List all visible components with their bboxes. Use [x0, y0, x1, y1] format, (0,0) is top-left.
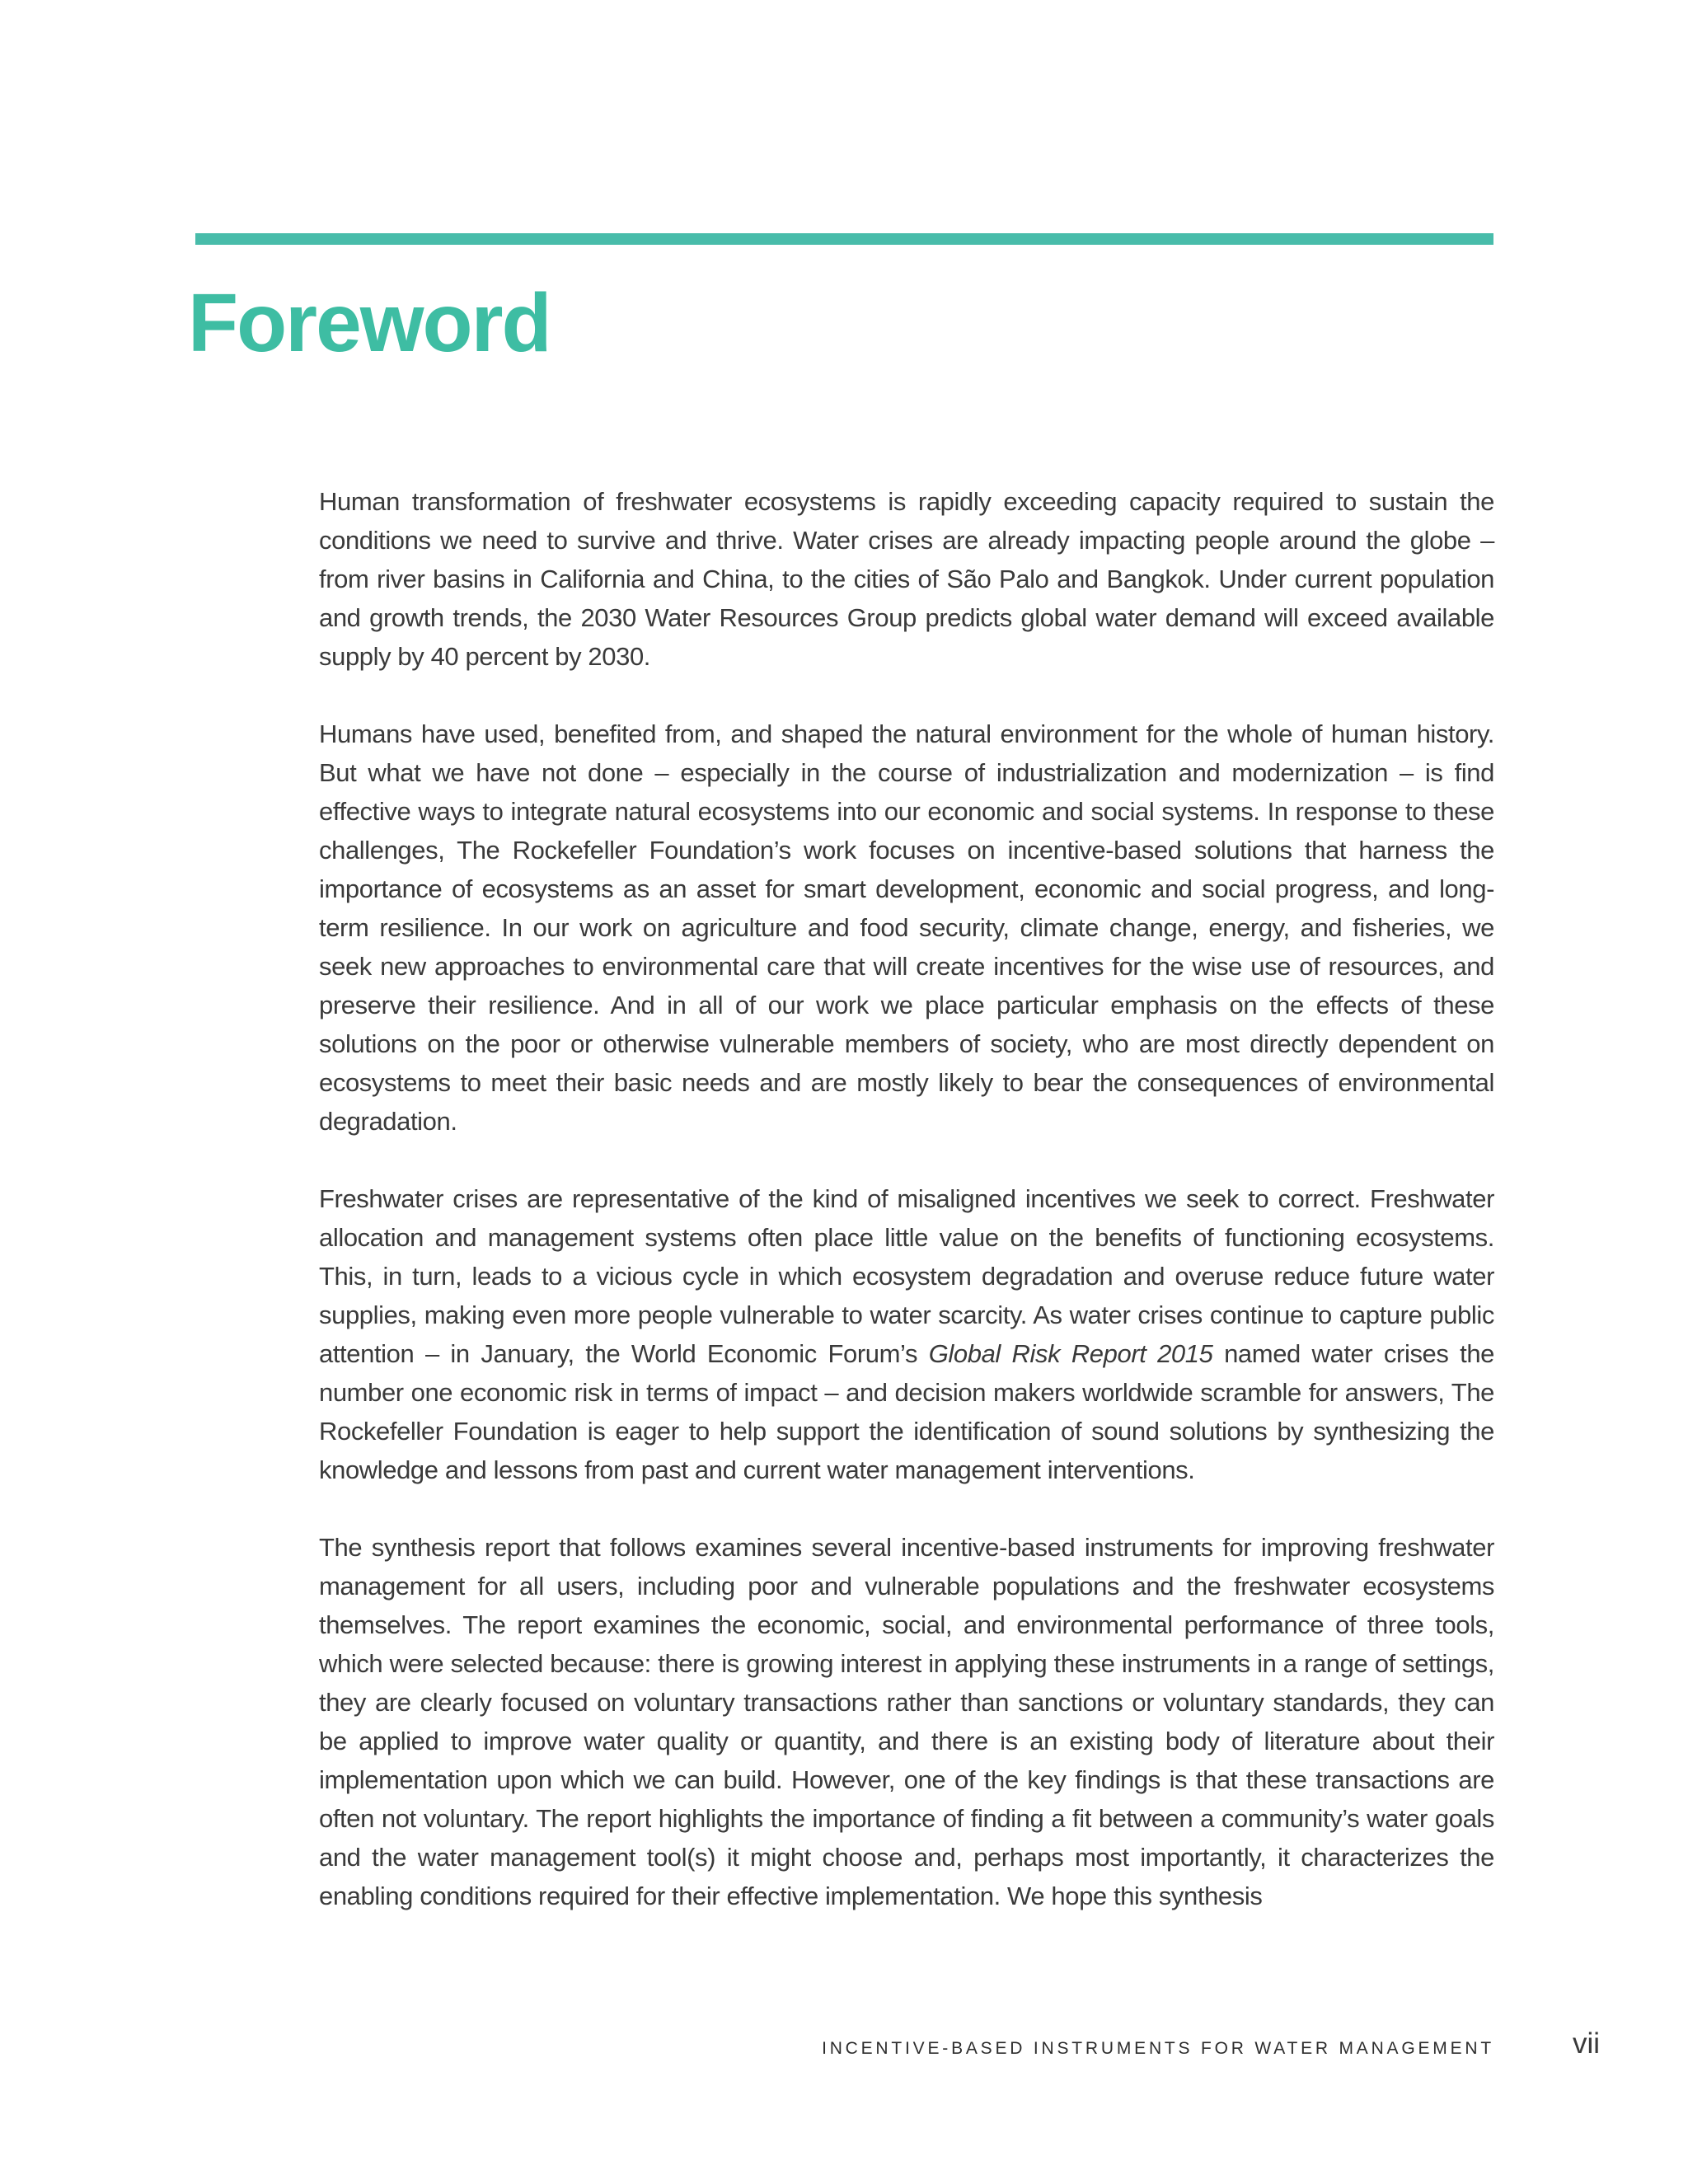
body-paragraph	[319, 1528, 1494, 1915]
text-run: Humans have used, benefited from, and shaped the natural environment for the whole of human history. But what we have not done – especially in the course of industrialization and modernization – is find effective ways to integrate natural ecosystems into our economic and social systems. In response to these challenges, The Rockefeller Foundation’s work focuses on incentive-based solutions that harness the importance of ecosystems as an asset for smart development, economic and social progress, and long-term resilience. In our work on agriculture and food security, climate change, energy, and fisheries, we seek new approaches to environmental care that will create incentives for the wise use of resources, and preserve their resilience. And in all of our work we place particular emphasis on the effects of these solutions on the poor or otherwise vulnerable members of society, who are most directly dependent on ecosystems to meet their basic needs and are mostly likely to bear the consequences of environmental degradation.	[319, 719, 1494, 1136]
text-run: Freshwater crises are representative of the kind of misaligned incentives we seek to correct. Freshwater allocation and management systems often place little value on the benefits of functioning ecosystems. This, in turn, leads to a vicious cycle in which ecosystem degradation and overuse reduce future water supplies, making even more people vulnerable to water scarcity. As water crises continue to capture public attention – in January, the World Economic Forum’s	[319, 1184, 1494, 1368]
italic-text-run: Global Risk Report 2015	[928, 1339, 1213, 1368]
body-paragraph	[319, 482, 1494, 676]
page-title: Foreword	[188, 277, 551, 369]
footer-report-title: INCENTIVE-BASED INSTRUMENTS FOR WATER MANAGEMENT	[822, 2039, 1494, 2058]
body-paragraph	[319, 1179, 1494, 1489]
accent-rule	[195, 233, 1493, 245]
page-number: vii	[1573, 2027, 1601, 2060]
body-text	[319, 482, 1494, 1915]
text-run: The synthesis report that follows examines several incentive-based instruments for improving freshwater management for all users, including poor and vulnerable populations and the freshwater ecosystems themselves. The report examines the economic, social, and environmental performance of three tools, which were selected because: there is growing interest in applying these instruments in a range of settings, they are clearly focused on voluntary transactions rather than sanctions or voluntary standards, they can be applied to improve water quality or quantity, and there is an existing body of literature about their implementation upon which we can build. However, one of the key findings is that these transactions are often not voluntary. The report highlights the importance of finding a fit between a community’s water goals and the water management tool(s) it might choose and, perhaps most importantly, it characterizes the enabling conditions required for their effective implementation. We hope this synthesis	[319, 1533, 1494, 1910]
text-run: Human transformation of freshwater ecosystems is rapidly exceeding capacity required to sustain the conditions we need to survive and thrive. Water crises are already impacting people around the globe – from river basins in California and China, to the cities of São Palo and Bangkok. Under current population and growth trends, the 2030 Water Resources Group predicts global water demand will exceed available supply by 40 percent by 2030.	[319, 487, 1494, 671]
text-run: named water crises the number one economic risk in terms of impact – and decision makers worldwide scramble for answers, The Rockefeller Foundation is eager to help support the identification of sound solutions by synthesizing the knowledge and lessons from past and current water management interventions.	[319, 1339, 1495, 1484]
body-paragraph	[319, 715, 1494, 1141]
